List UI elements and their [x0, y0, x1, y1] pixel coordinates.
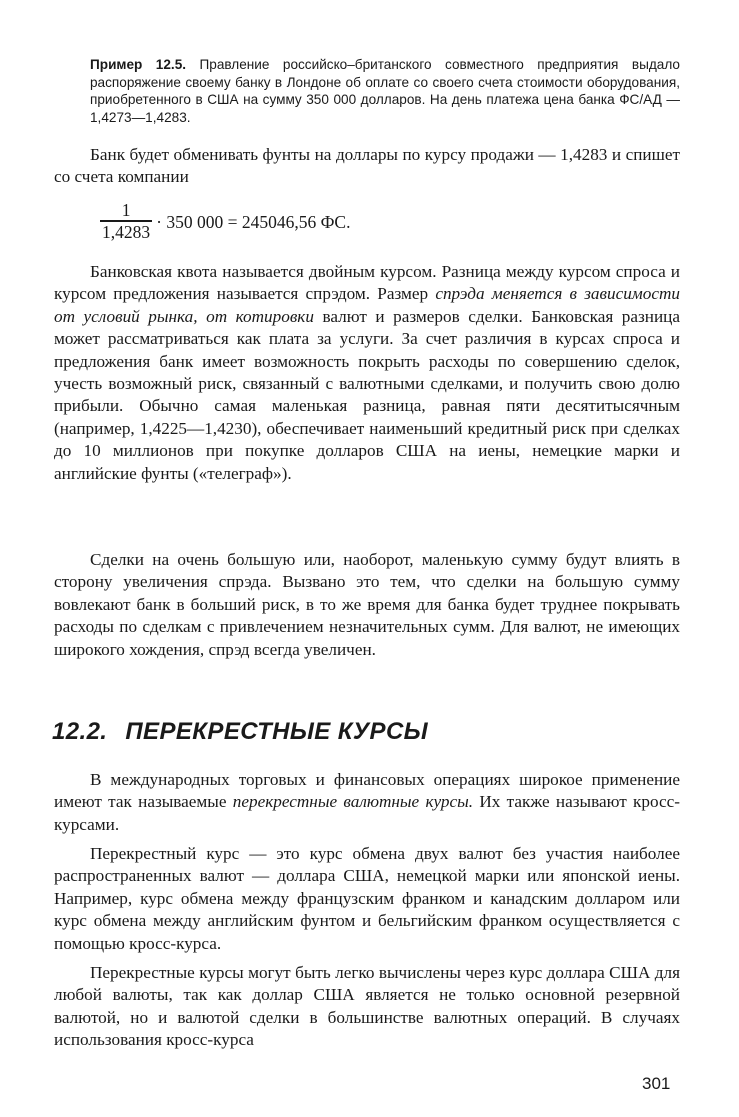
section-number: 12.2. — [52, 718, 108, 745]
paragraph-intro-part1: В международных торговых и финансовых операциях широкое применение имеют так называемые — [54, 770, 680, 812]
paragraph-intro — [54, 769, 680, 836]
paragraph-calculation: Перекрестные курсы могут быть легко вычислены через курс доллара США для любой валюты, так как доллар США является не только основной резервной валютой, но и валютой сделки в большинстве валютных операций. В случаях использования кросс-курса — [54, 963, 680, 1050]
paragraph-deals: Сделки на очень большую или, наоборот, маленькую сумму будут влиять в сторону увеличения спрэда. Вызвано это тем, что сделки на большую сумму вовлекают банк в больший риск, в то же время для банка будет труднее покрывать расходы по сделкам с привлечением незначительных сумм. Для валют, не имеющих широкого хождения, спрэд всегда увеличен. — [54, 550, 680, 659]
paragraph-quote-part1: Банковская квота называется двойным курсом. Разница между курсом спроса и курсом предложения называется спрэдом. Размер — [54, 262, 680, 304]
paragraph-intro-part2: Их также называют кросс-курсами. — [54, 792, 680, 834]
formula-numerator: 1 — [121, 200, 131, 221]
paragraph-definition: Перекрестный курс — это курс обмена двух валют без участия наиболее распространенных валют — доллара США, немецкой марки или японской иены. Например, курс обмена между французским франком и канадским долларом или курс обмена между английским фунтом и бельгийским франком осуществляется с помощью кросс-курса. — [54, 844, 680, 953]
formula — [100, 196, 350, 246]
section-heading — [52, 718, 428, 746]
example-block — [90, 56, 680, 126]
paragraph-quote-emphasis: спрэда меняется в зависимости от условий рынка, от котировки — [54, 284, 680, 326]
formula-fraction — [100, 200, 152, 241]
example-label: Пример 12.5. — [90, 57, 187, 72]
example-text: Правление российско–британского совместного предприятия выдало распоряжение своему банку в Лондоне об оплате со своего счета стоимости оборудования, приобретенного в США на сумму 350 000 долларов. На день платежа цена банка ФС/АД — 1,4273—1,4283. — [90, 57, 680, 125]
section-title: ПЕРЕКРЕСТНЫЕ КУРСЫ — [125, 718, 429, 745]
paragraph-quote — [54, 261, 680, 485]
formula-denominator: 1,4283 — [102, 221, 151, 242]
formula-rest: · 350 000 = 245046,56 ФС. — [156, 211, 351, 232]
paragraph-intro-emphasis: перекрестные валютные курсы. — [232, 792, 474, 812]
paragraph-exchange: Банк будет обменивать фунты на доллары по курсу продажи — 1,4283 и спишет со счета компании — [54, 145, 680, 187]
paragraph-quote-part2: валют и размеров сделки. Банковская разница может рассматриваться как плата за услуги. За счет различия в курсах спроса и предложения банк имеет возможность покрыть расходы по совершению сделок, учесть возможный риск, связанный с валютными сделками, и получить свою долю прибыли. Обычно самая маленькая разница, равная пяти десятитысячным (например, 1,4225—1,4230), обеспечивает наименьший кредитный риск при сделках до 10 миллионов при покупке долларов США на иены, немецкие марки и английские фунты («телеграф»). — [54, 306, 681, 483]
page-number: 301 — [642, 1074, 671, 1093]
